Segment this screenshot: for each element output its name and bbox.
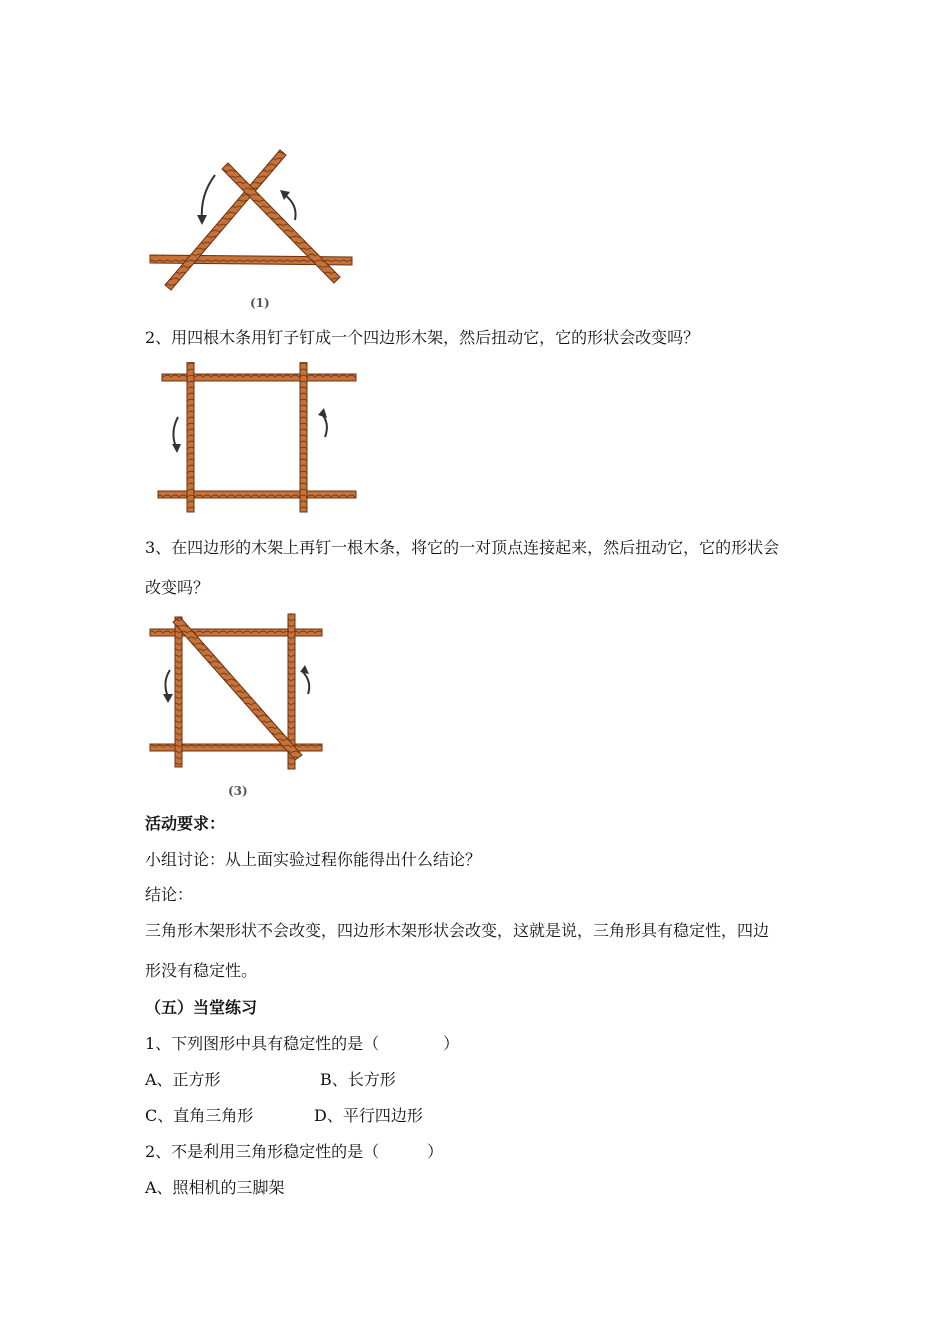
braced-quadrilateral-frame-figure <box>140 612 340 802</box>
triangle-frame-figure <box>140 145 360 315</box>
exercise-1-question: 1、下列图形中具有稳定性的是（ ） <box>145 1034 460 1053</box>
rotate-left-arrow-icon <box>202 175 215 220</box>
practice-heading: （五）当堂练习 <box>145 998 258 1017</box>
rotate-right-arrowhead-icon <box>300 665 309 674</box>
wood-sticks <box>150 614 322 769</box>
question-3-line-1: 3、在四边形的木架上再钉一根木条，将它的一对顶点连接起来，然后扭动它，它的形状会 <box>145 538 780 557</box>
rotate-right-arrow-icon <box>303 672 309 694</box>
wood-sticks <box>150 150 352 290</box>
conclusion-label: 结论： <box>145 885 194 904</box>
rotate-left-arrowhead-icon <box>172 444 181 453</box>
group-discussion-text: 小组讨论：从上面实验过程你能得出什么结论？ <box>145 850 482 869</box>
rotate-left-arrow-icon <box>173 417 178 447</box>
conclusion-line-2: 形没有稳定性。 <box>145 961 258 980</box>
quadrilateral-frame-figure <box>140 362 360 517</box>
rotate-left-arrow-icon <box>165 670 170 697</box>
rotate-left-arrowhead-icon <box>163 694 173 703</box>
question-2-text: 2、用四根木条用钉子钉成一个四边形木架，然后扭动它，它的形状会改变吗？ <box>145 328 700 347</box>
exercise-1-option-a: A、正方形 <box>145 1070 221 1089</box>
figure-caption-3: (3) <box>228 784 248 798</box>
rotate-left-arrowhead-icon <box>197 215 207 225</box>
figure-caption-1: (1) <box>250 296 270 310</box>
conclusion-line-1: 三角形木架形状不会改变，四边形木架形状会改变，这就是说，三角形具有稳定性，四边 <box>145 921 770 940</box>
exercise-2-option-a: A、照相机的三脚架 <box>145 1178 285 1197</box>
wood-sticks <box>158 362 356 512</box>
activity-heading: 活动要求： <box>145 814 226 833</box>
rotate-right-arrowhead-icon <box>318 408 327 418</box>
rotate-right-arrow-icon <box>285 195 296 220</box>
question-3-line-2: 改变吗？ <box>145 578 210 597</box>
exercise-1-option-b: B、长方形 <box>320 1070 396 1089</box>
exercise-2-question: 2、不是利用三角形稳定性的是（ ） <box>145 1142 444 1161</box>
exercise-1-option-d: D、平行四边形 <box>314 1106 423 1125</box>
exercise-1-option-c: C、直角三角形 <box>145 1106 254 1125</box>
